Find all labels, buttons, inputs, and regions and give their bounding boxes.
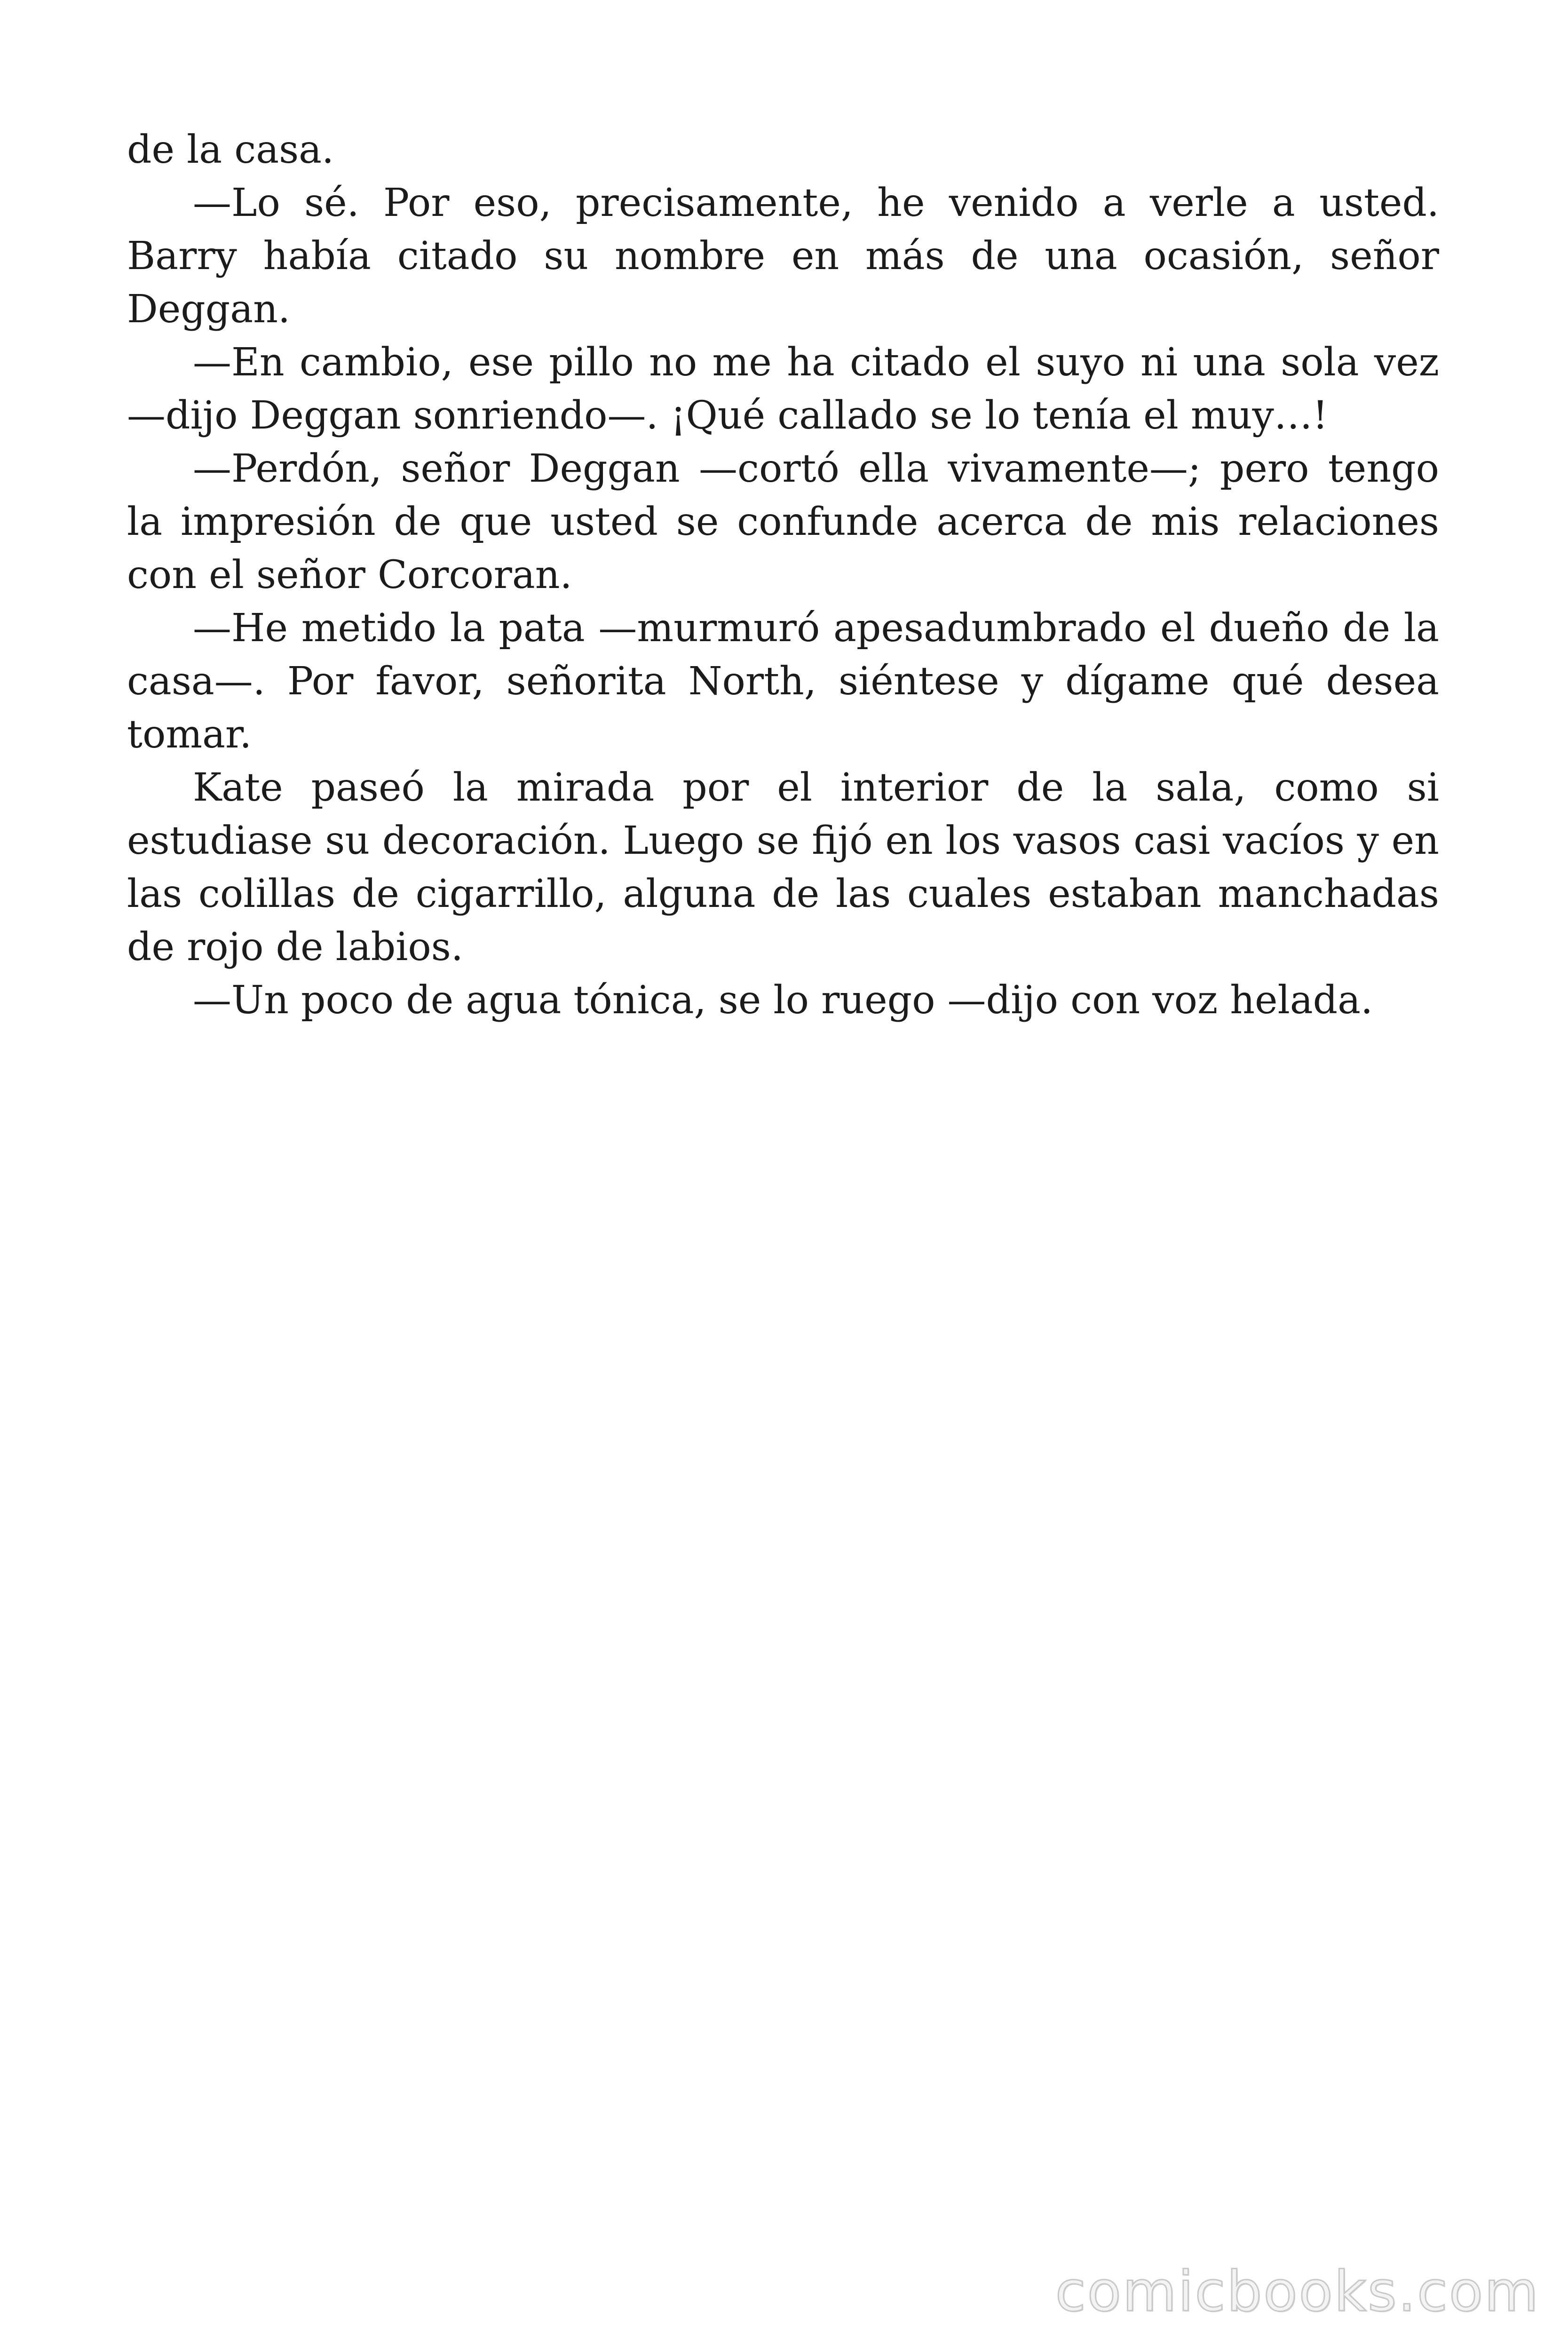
body-text [127,123,1439,1027]
paragraph-5: —He metido la pata —murmuró apesadumbrado el dueño de la casa—. Por favor, señorita North, siéntese y dígame qué desea tomar. [127,606,1439,757]
watermark: comicbooks.com [1055,2259,1540,2324]
paragraph-3: —En cambio, ese pillo no me ha citado el suyo ni una sola vez —dijo Deggan sonriendo—. ¡Qué callado se lo tenía el muy…! [127,340,1439,438]
paragraph-2: —Lo sé. Por eso, precisamente, he venido a verle a usted. Barry había citado su nombre en más de una ocasión, señor Deggan. [127,181,1439,332]
paragraph-6: Kate paseó la mirada por el interior de la sala, como si estudiase su decoración. Luego se fijó en los vasos casi vacíos y en las colillas de cigarrillo, alguna de las cuales estaban manchadas de rojo de labios. [127,765,1439,969]
paragraph-7: —Un poco de agua tónica, se lo ruego —dijo con voz helada. [193,978,1373,1023]
paragraph-4: —Perdón, señor Deggan —cortó ella vivamente—; pero tengo la impresión de que usted se confunde acerca de mis relaciones con el señor Corcoran. [127,446,1439,597]
paragraph-1: de la casa. [127,127,334,172]
